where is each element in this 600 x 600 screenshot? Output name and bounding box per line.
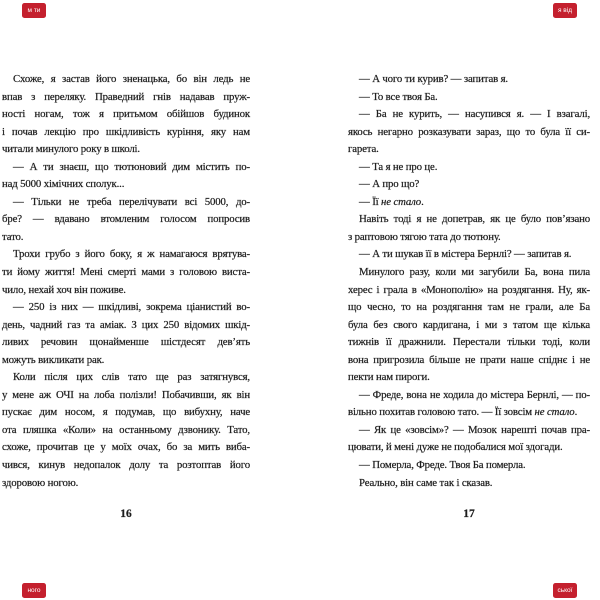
text-line: чило, нехай хоч він поживе. <box>2 283 126 296</box>
text-line: ота пляшка «Коли» на останньому дзвонику. Тато, <box>2 423 250 436</box>
text-line: — Її не стало. <box>359 195 424 208</box>
text-line: ності ногам, тож я притьмом обійшов будинок <box>2 108 250 121</box>
corner-mark-top-right: я від <box>553 3 577 18</box>
text-line: — Померла, Фреде. Твоя Ба померла. <box>359 459 526 472</box>
page-right-text <box>348 71 590 492</box>
text-line: читали минулого року в школі. <box>2 143 140 156</box>
corner-mark-bottom-left: ного <box>22 583 46 598</box>
text-line: — А ти шукав її в містера Бернлі? — запитав я. <box>359 248 572 261</box>
text-line: ти йому життя! Мені смерті мами з головою виста- <box>2 266 250 279</box>
text-line: херес і грала в «Монополію» на роздягання. Ну, як- <box>348 283 590 296</box>
text-line: день, чадний газ та аміак. З цих 250 відомих шкід- <box>2 318 250 331</box>
text-line: схоже, прочитав це у моїх очах, бо за мить виба- <box>2 441 250 454</box>
text-line: з раптовою тягою тата до тютюну. <box>348 230 501 243</box>
text-line: пекти нам пироги. <box>348 371 430 384</box>
text-line: можуть викликати рак. <box>2 353 105 366</box>
text-line: і почав лекцію про шкідливість куріння, яку нам <box>2 125 250 138</box>
text-line: бре? — вдавано втомленим голосом попросив <box>2 213 250 226</box>
text-line: впав з переляку. Праведний гнів надавав пруж- <box>2 90 250 103</box>
text-line: над 5000 хімічних сполук... <box>2 178 125 191</box>
text-line: Схоже, я застав його зненацька, бо він ледь не <box>13 73 250 85</box>
text-line: чився, кинув недопалок долу та розтоптав його <box>2 459 250 472</box>
text-line: — Ба не курить, — насупився я. — І взагалі, <box>359 108 590 121</box>
text-line: — Як це «зовсім»? — Мозок нарешті почав пра- <box>359 423 590 436</box>
text-line: — А чого ти курив? — запитав я. <box>359 73 508 85</box>
text-line: вільно похитав головою тато. — Її зовсім не стало. <box>348 406 578 419</box>
page-number-right: 17 <box>463 508 475 520</box>
text-line: у мене аж ОЧІ на лоба полізли! Побачивши, як він <box>2 388 250 401</box>
text-line: вона пригрозила більше не прати наше спіднє і не <box>348 353 590 366</box>
text-line: — А ти знаєш, що тютюновий дим містить по- <box>13 160 250 173</box>
page-left-text <box>2 71 250 492</box>
text-line: — Та я не про це. <box>359 160 438 173</box>
text-line: Навіть тоді я не допетрав, як це було пов’язано <box>359 213 590 226</box>
page-number-left: 16 <box>120 508 132 520</box>
text-line: тато. <box>2 230 24 243</box>
text-line: цювати, й мені дуже не подобалися мої здогади. <box>348 441 563 454</box>
text-line: — Тільки не треба перелічувати всі 5000, до- <box>13 195 250 208</box>
corner-mark-top-left: м ти <box>22 3 46 18</box>
text-line: що чесно, то на роздягання там не грали, але Ба <box>348 301 590 314</box>
text-line: якось негарно розказувати зараз, що то була її си- <box>348 125 590 138</box>
text-line: Коли після цих слів тато ще раз затягнувся, <box>13 371 250 384</box>
text-line: Трохи грубо з його боку, я ж намагаюся врятува- <box>13 248 250 261</box>
text-line: — А про що? <box>359 178 420 191</box>
text-line: здоровою ногою. <box>2 476 79 489</box>
text-line: — То все твоя Ба. <box>359 90 438 103</box>
text-line: була без свого кардигана, і ми з татом ще кілька <box>348 318 590 331</box>
text-line: Минулого разу, коли ми загубили Ба, вона пила <box>359 266 590 279</box>
text-line: Реально, він саме так і сказав. <box>359 476 493 489</box>
text-line: ливих речовин щонайменше шістдесят дев’ять <box>2 336 250 349</box>
text-line: гарета. <box>348 143 379 156</box>
corner-mark-bottom-right: ської <box>553 583 577 598</box>
text-line: — Фреде, вона не ходила до містера Бернлі, — по- <box>359 388 590 401</box>
text-line: тижнів її дражнили. Перестали тільки тоді, коли <box>348 336 590 349</box>
text-line: пускає дим носом, я подумав, що вибухну, наче <box>2 406 250 419</box>
text-line: — 250 із них — шкідливі, зокрема ціанистий во- <box>13 301 250 314</box>
